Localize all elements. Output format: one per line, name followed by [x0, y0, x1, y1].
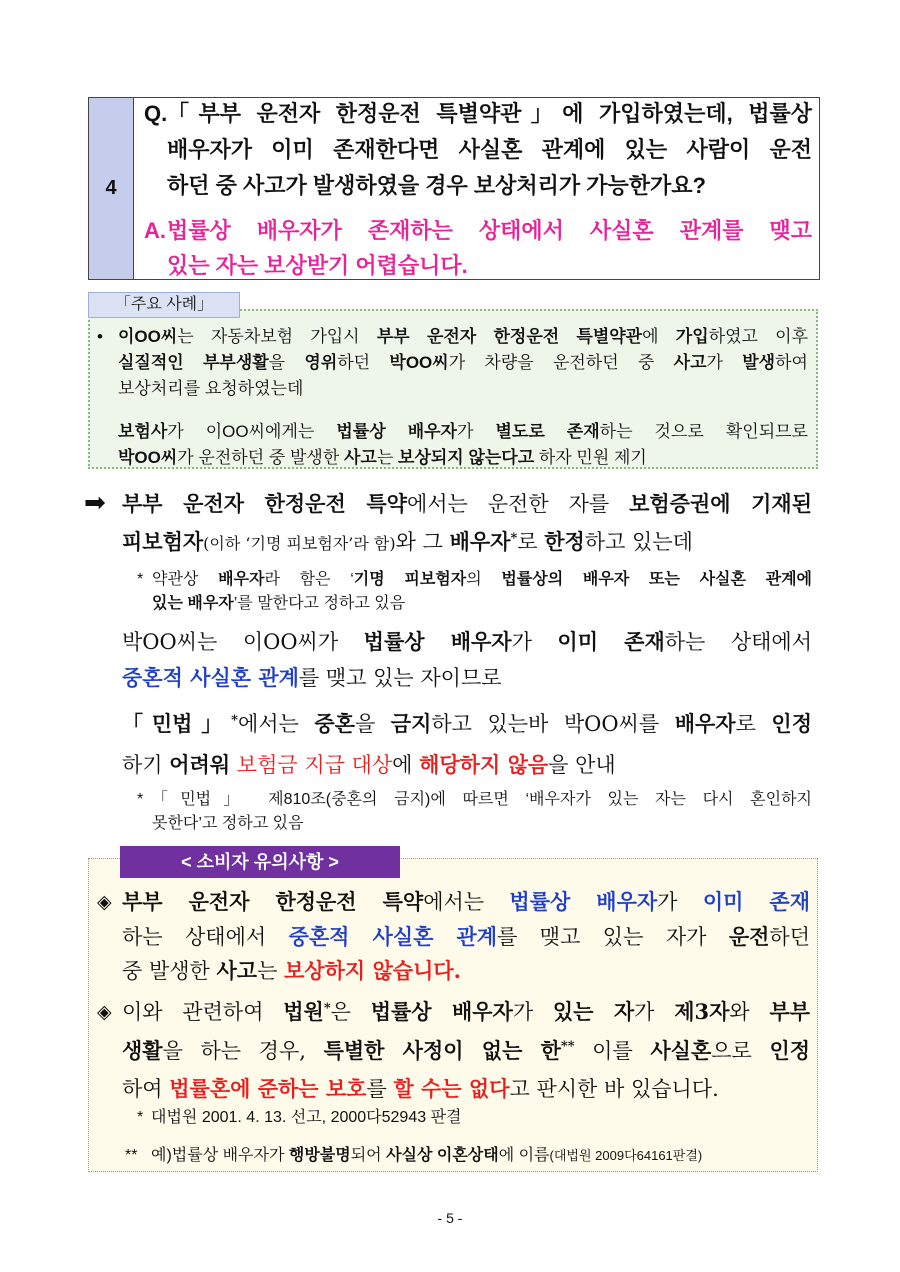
footnote-line — [152, 592, 812, 616]
emphasis-text: 제3자 — [674, 999, 730, 1024]
body-text: 와 그 — [395, 530, 450, 554]
emphasis-text: 박OO씨 — [389, 353, 449, 372]
case-text: 하자 민원 제기 — [534, 448, 647, 467]
emphasis-text: 어려워 — [169, 752, 231, 777]
case-paragraph — [97, 324, 809, 402]
body-text: 을 — [354, 712, 391, 736]
case-text: 하였고 이후 — [708, 327, 809, 346]
body-text: 하기 — [122, 753, 170, 777]
footnote-line: 대법원 2001. 4. 13. 선고, 2000다52943 판결 — [151, 1109, 462, 1126]
case-text: 하는 것으로 확인되므로 — [599, 422, 808, 441]
case-text: 가 — [706, 353, 743, 372]
body-text: 로 — [735, 712, 772, 736]
emphasis-text: 부부 — [769, 999, 811, 1024]
blue-emphasis-text: 중혼적 사실혼 관계 — [288, 923, 498, 949]
red-emphasis-text: 할 수는 없다 — [393, 1076, 510, 1101]
case-text: 보상처리를 요청하였는데 — [118, 379, 304, 398]
emphasis-text: 사실혼 — [650, 1037, 712, 1063]
red-text: 보험금 지급 대상 — [230, 753, 393, 777]
emphasis-text: 중혼 — [314, 711, 355, 736]
note-text: 에 이름 — [498, 1147, 550, 1164]
explanation-paragraph — [122, 624, 812, 696]
emphasis-text: 영위 — [304, 353, 338, 372]
emphasis-text: 사고 — [344, 448, 377, 467]
page-number: - 5 - — [437, 1210, 463, 1226]
emphasis-text: 보험사 — [118, 422, 168, 441]
emphasis-text: 별도로 존재 — [495, 422, 600, 441]
body-text: 에서는 — [237, 712, 315, 736]
answer-marker: A. — [144, 218, 166, 243]
emphasis-text: 있는 자 — [552, 999, 635, 1024]
case-tab: 「주요 사례」 — [88, 292, 240, 318]
red-emphasis-text: 법률혼에 준하는 보호 — [169, 1076, 367, 1101]
answer — [144, 213, 812, 283]
explanation-line — [122, 624, 812, 660]
case-text: 가 차량을 운전하던 중 — [448, 353, 674, 372]
explanation-line — [122, 746, 812, 784]
emphasis-text: 한정 — [544, 529, 585, 554]
body-text: 가 — [512, 1000, 553, 1024]
emphasis-text: 부부 운전자 한정운전 특별약관 — [376, 327, 643, 346]
body-text: 하고 있는바 박OO씨를 — [431, 712, 675, 736]
body-text: 로 — [517, 530, 545, 554]
answer-line: 법률상 배우자가 존재하는 상태에서 사실혼 관계를 맺고 — [167, 218, 812, 243]
notice-line — [122, 1034, 810, 1073]
footnote-mark: ** — [560, 1039, 575, 1055]
case-text: 하여 — [775, 353, 808, 372]
emphasis-text: 발생 — [742, 353, 776, 372]
body-text: 을 하는 경우, — [162, 1038, 324, 1063]
case-text: 가 — [456, 422, 496, 441]
emphasis-text: 사고 — [216, 958, 258, 983]
body-text: 하고 있는데 — [584, 530, 693, 554]
emphasis-text: 피보험자 — [122, 529, 204, 554]
small-text: (이하 ‘기명 피보험자’라 함) — [203, 534, 396, 553]
emphasis-text: 행방불명 — [288, 1147, 351, 1164]
body-text: 은 — [330, 1000, 371, 1024]
emphasis-text: 배우자 — [674, 711, 736, 736]
emphasis-text: 사실상 이혼상태 — [386, 1147, 499, 1164]
emphasis-text: 사고 — [673, 353, 707, 372]
body-text: 하는 상태에서 — [122, 924, 289, 949]
case-text: 을 — [268, 353, 305, 372]
bullet: • — [97, 327, 103, 346]
emphasis-text: 있는 배우자 — [152, 595, 234, 612]
qa-box — [88, 97, 820, 280]
emphasis-text: 법률상의 배우자 또는 사실혼 관계에 — [501, 571, 812, 588]
emphasis-text: 인정 — [769, 1037, 811, 1063]
case-text: 에 — [642, 327, 676, 346]
note-text: 예)법률상 배우자가 — [151, 1147, 289, 1164]
emphasis-text: 인정 — [771, 711, 812, 736]
footnote-line: 못한다’고 정하고 있음 — [152, 815, 304, 832]
emphasis-text: 박OO씨 — [118, 448, 178, 467]
red-emphasis-text: 보상하지 않습니다. — [284, 958, 461, 983]
diamond-bullet-icon: ◈ — [97, 891, 112, 913]
emphasis-text: 실질적인 부부생활 — [118, 353, 269, 372]
blue-emphasis-text: 법률상 배우자 — [509, 889, 658, 914]
notice-line — [122, 1072, 810, 1107]
qa-number-cell — [89, 98, 134, 279]
explanation-line — [122, 660, 812, 696]
body-text: 으로 — [711, 1038, 770, 1063]
body-text: 에서는 운전한 자를 — [406, 492, 630, 516]
footnote-line — [151, 1144, 811, 1168]
consumer-notice-tab: < 소비자 유의사항 > — [120, 846, 400, 878]
case-line — [118, 419, 808, 445]
notice-paragraph — [97, 885, 810, 989]
emphasis-text: 법원 — [283, 999, 324, 1024]
footnote-mark: * — [510, 530, 518, 546]
case-citation: (대법원 2009다64161판결) — [549, 1148, 703, 1163]
emphasis-text: 생활 — [122, 1037, 163, 1063]
explanation-line — [122, 705, 812, 746]
body-text: 와 — [729, 1000, 770, 1024]
footnote — [137, 788, 812, 836]
body-text: 가 — [511, 630, 558, 654]
emphasis-text: 가입 — [675, 327, 709, 346]
body-text: 를 — [366, 1077, 394, 1101]
emphasis-text: 이미 존재 — [557, 629, 665, 654]
emphasis-text: 부부 운전자 한정운전 특약 — [122, 889, 424, 914]
case-line — [118, 376, 808, 402]
body-text: 이를 — [574, 1038, 651, 1063]
body-text: 가 — [634, 1000, 675, 1024]
emphasis-text: 금지 — [390, 711, 432, 736]
footnote-mark: * — [137, 571, 144, 588]
blue-emphasis-text: 이미 존재 — [702, 889, 810, 914]
explanation-paragraph — [122, 705, 812, 784]
footnote — [125, 1144, 811, 1168]
body-text: 중 발생한 — [122, 959, 217, 983]
case-text: 가 운전하던 중 발생한 — [177, 448, 344, 467]
body-text: 하는 상태에서 — [664, 630, 812, 654]
body-text: 이와 관련하여 — [122, 1000, 284, 1024]
emphasis-text: 운전 — [728, 923, 770, 949]
emphasis-text: 배우자 — [218, 571, 265, 588]
footnote-mark: * — [231, 712, 238, 728]
emphasis-text: 법률상 배우자 — [363, 629, 512, 654]
footnote-mark: * — [137, 1109, 144, 1126]
explanation-line — [122, 485, 812, 523]
emphasis-text: 부부 운전자 한정운전 특약 — [122, 491, 407, 516]
footnote — [137, 568, 812, 616]
body-text: 고 판시한 바 있습니다. — [509, 1077, 719, 1101]
question-line: 「부부 운전자 한정운전 특별약관」에 가입하였는데, 법률상 — [167, 101, 812, 126]
emphasis-text: 보험증권에 기재된 — [629, 491, 812, 516]
case-box — [88, 309, 818, 469]
emphasis-text: 법률상 배우자 — [370, 999, 513, 1024]
note-text: 되어 — [350, 1147, 387, 1164]
consumer-notice-box — [88, 858, 818, 1172]
arrow-icon: ➡ — [84, 488, 106, 518]
case-line — [118, 324, 808, 350]
case-text: 는 자동차보험 가입시 — [177, 327, 377, 346]
question-line: 배우자가 이미 존재한다면 사실혼 관계에 있는 사람이 운전 — [167, 137, 812, 162]
body-text: 는 — [257, 959, 285, 983]
answer-line: 있는 자는 보상받기 어렵습니다. — [167, 253, 468, 278]
case-paragraph — [118, 419, 808, 471]
qa-number: 4 — [105, 177, 117, 199]
body-text: 에 — [392, 753, 420, 777]
body-text: 가 — [657, 890, 703, 914]
footnote-line: 「민법」 제810조(중혼의 금지)에 따르면 ‘배우자가 있는 자는 다시 혼인하지 — [152, 791, 812, 808]
case-text: 하던 — [337, 353, 390, 372]
note-text: 약관상 — [152, 571, 219, 588]
explanation-line — [122, 523, 812, 564]
notice-line — [122, 920, 810, 955]
question-line: 하던 중 사고가 발생하였을 경우 보상처리가 가능한가요? — [167, 173, 706, 198]
emphasis-text: 특별한 사정이 없는 한 — [323, 1037, 561, 1063]
footnote-mark: * — [137, 791, 144, 808]
emphasis-text: 기명 피보험자 — [353, 571, 467, 588]
note-text: ’를 말한다고 정하고 있음 — [233, 595, 406, 612]
body-text: 에서는 — [423, 890, 510, 914]
emphasis-text: 보상되지 않는다고 — [398, 448, 535, 467]
case-line — [118, 445, 808, 471]
footnote-mark: * — [323, 1000, 331, 1016]
emphasis-text: 「민법」 — [122, 711, 232, 736]
blue-emphasis-text: 중혼적 사실혼 관계 — [122, 665, 299, 690]
notice-line — [122, 995, 810, 1034]
body-text: 을 안내 — [548, 753, 616, 777]
emphasis-text: 이OO씨 — [118, 327, 178, 346]
question-marker: Q. — [144, 101, 168, 126]
body-text: 박OO씨는 이OO씨가 — [122, 630, 364, 654]
note-text: 의 — [466, 571, 502, 588]
diamond-bullet-icon: ◈ — [97, 1001, 112, 1023]
body-text: 하던 — [769, 924, 810, 949]
footnote-mark: ** — [125, 1147, 138, 1164]
case-line — [118, 350, 808, 376]
note-text: 라 함은 ‘ — [264, 571, 354, 588]
case-text: 가 이OO씨에게는 — [167, 422, 337, 441]
footnote — [137, 1106, 811, 1130]
notice-line — [122, 954, 810, 989]
emphasis-text: 법률상 배우자 — [336, 422, 457, 441]
notice-paragraph — [97, 995, 811, 1107]
body-text: 하여 — [122, 1077, 170, 1101]
red-emphasis-text: 해당하지 않음 — [419, 752, 549, 777]
notice-line — [122, 885, 810, 920]
footnote-line — [152, 568, 812, 592]
case-text: 는 — [376, 448, 399, 467]
body-text: 를 맺고 있는 자가 — [497, 924, 729, 949]
explanation-paragraph — [122, 485, 812, 564]
question — [144, 96, 812, 204]
emphasis-text: 배우자 — [449, 529, 511, 554]
body-text: 를 맺고 있는 자이므로 — [298, 666, 502, 690]
